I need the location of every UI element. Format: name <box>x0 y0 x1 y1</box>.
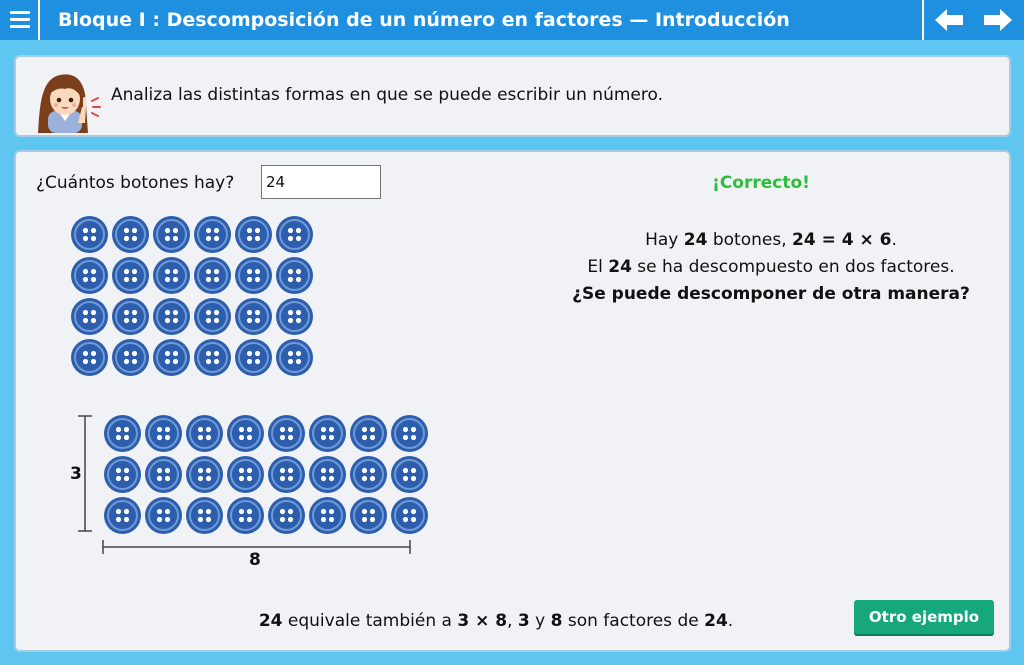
expl-number: 24 <box>608 257 632 277</box>
feedback-correct: ¡Correcto! <box>712 173 810 193</box>
button-grid-4x6 <box>70 215 316 381</box>
cols-label: 8 <box>249 550 261 570</box>
sewing-button-icon <box>227 456 264 493</box>
header-bar <box>0 0 1024 40</box>
conclusion-part: y <box>529 611 551 631</box>
expl-text: se ha descompuesto en dos factores. <box>631 257 955 277</box>
expl-equation: 24 = 4 × 6 <box>792 230 892 250</box>
sewing-button-icon <box>276 257 313 294</box>
sewing-button-icon <box>391 456 428 493</box>
sewing-button-icon <box>104 456 141 493</box>
page-title: Bloque I : Descomposición de un número en factores — Introducción <box>58 9 790 31</box>
sewing-button-icon <box>235 339 272 376</box>
sewing-button-icon <box>276 339 313 376</box>
conclusion-number: 24 <box>704 611 728 631</box>
conclusion-part: , <box>507 611 518 631</box>
sewing-button-icon <box>235 257 272 294</box>
sewing-button-icon <box>153 216 190 253</box>
hamburger-menu-icon[interactable] <box>0 0 40 40</box>
sewing-button-icon <box>186 497 223 534</box>
sewing-button-icon <box>112 257 149 294</box>
sewing-button-icon <box>227 497 264 534</box>
expl-number: 24 <box>683 230 708 250</box>
otro-ejemplo-button[interactable]: Otro ejemplo <box>854 600 994 634</box>
conclusion-part: equivale también a <box>282 611 458 631</box>
arrow-left-icon[interactable] <box>933 6 965 34</box>
sewing-button-icon <box>145 497 182 534</box>
expl-text: . <box>891 230 897 250</box>
sewing-button-icon <box>268 456 305 493</box>
sewing-button-icon <box>235 298 272 335</box>
sewing-button-icon <box>391 497 428 534</box>
instruction-panel <box>14 55 1011 137</box>
sewing-button-icon <box>145 456 182 493</box>
button-grid-svg <box>103 414 431 535</box>
sewing-button-icon <box>350 415 387 452</box>
conclusion-number: 24 <box>258 611 283 631</box>
sewing-button-icon <box>309 415 346 452</box>
sewing-button-icon <box>194 298 231 335</box>
sewing-button-icon <box>112 216 149 253</box>
conclusion-part: son factores de <box>562 611 705 631</box>
conclusion-text <box>16 611 976 631</box>
sewing-button-icon <box>194 339 231 376</box>
sewing-button-icon <box>276 298 313 335</box>
sewing-button-icon <box>309 456 346 493</box>
sewing-button-icon <box>153 339 190 376</box>
conclusion-factor: 8 <box>550 611 563 631</box>
sewing-button-icon <box>350 456 387 493</box>
conclusion-factor: 3 <box>517 611 530 631</box>
sewing-button-icon <box>71 298 108 335</box>
expl-question: ¿Se puede descomponer de otra manera? <box>572 284 970 304</box>
button-grid-svg <box>70 215 316 377</box>
sewing-button-icon <box>268 415 305 452</box>
sewing-button-icon <box>350 497 387 534</box>
answer-input[interactable] <box>261 165 381 199</box>
sewing-button-icon <box>227 415 264 452</box>
sewing-button-icon <box>186 415 223 452</box>
arrow-right-icon[interactable] <box>982 6 1014 34</box>
sewing-button-icon <box>276 216 313 253</box>
expl-text: Hay <box>645 230 684 250</box>
sewing-button-icon <box>71 257 108 294</box>
sewing-button-icon <box>194 216 231 253</box>
sewing-button-icon <box>309 497 346 534</box>
question-label: ¿Cuántos botones hay? <box>36 173 235 193</box>
sewing-button-icon <box>268 497 305 534</box>
sewing-button-icon <box>112 298 149 335</box>
sewing-button-icon <box>71 216 108 253</box>
conclusion-equation: 3 × 8 <box>457 611 508 631</box>
sewing-button-icon <box>186 456 223 493</box>
sewing-button-icon <box>112 339 149 376</box>
nav-divider <box>922 0 924 40</box>
sewing-button-icon <box>153 298 190 335</box>
sewing-button-icon <box>71 339 108 376</box>
sewing-button-icon <box>391 415 428 452</box>
sewing-button-icon <box>235 216 272 253</box>
conclusion-part: . <box>727 611 734 631</box>
expl-text: El <box>587 257 609 277</box>
instruction-text: Analiza las distintas formas en que se puede escribir un número. <box>111 85 663 105</box>
rows-label: 3 <box>70 464 82 484</box>
explanation <box>496 227 1024 308</box>
sewing-button-icon <box>104 497 141 534</box>
sewing-button-icon <box>145 415 182 452</box>
expl-text: botones, <box>707 230 792 250</box>
sewing-button-icon <box>153 257 190 294</box>
teacher-avatar <box>32 65 112 133</box>
sewing-button-icon <box>194 257 231 294</box>
sewing-button-icon <box>104 415 141 452</box>
button-grid-3x8 <box>103 414 431 539</box>
main-panel <box>14 150 1011 652</box>
